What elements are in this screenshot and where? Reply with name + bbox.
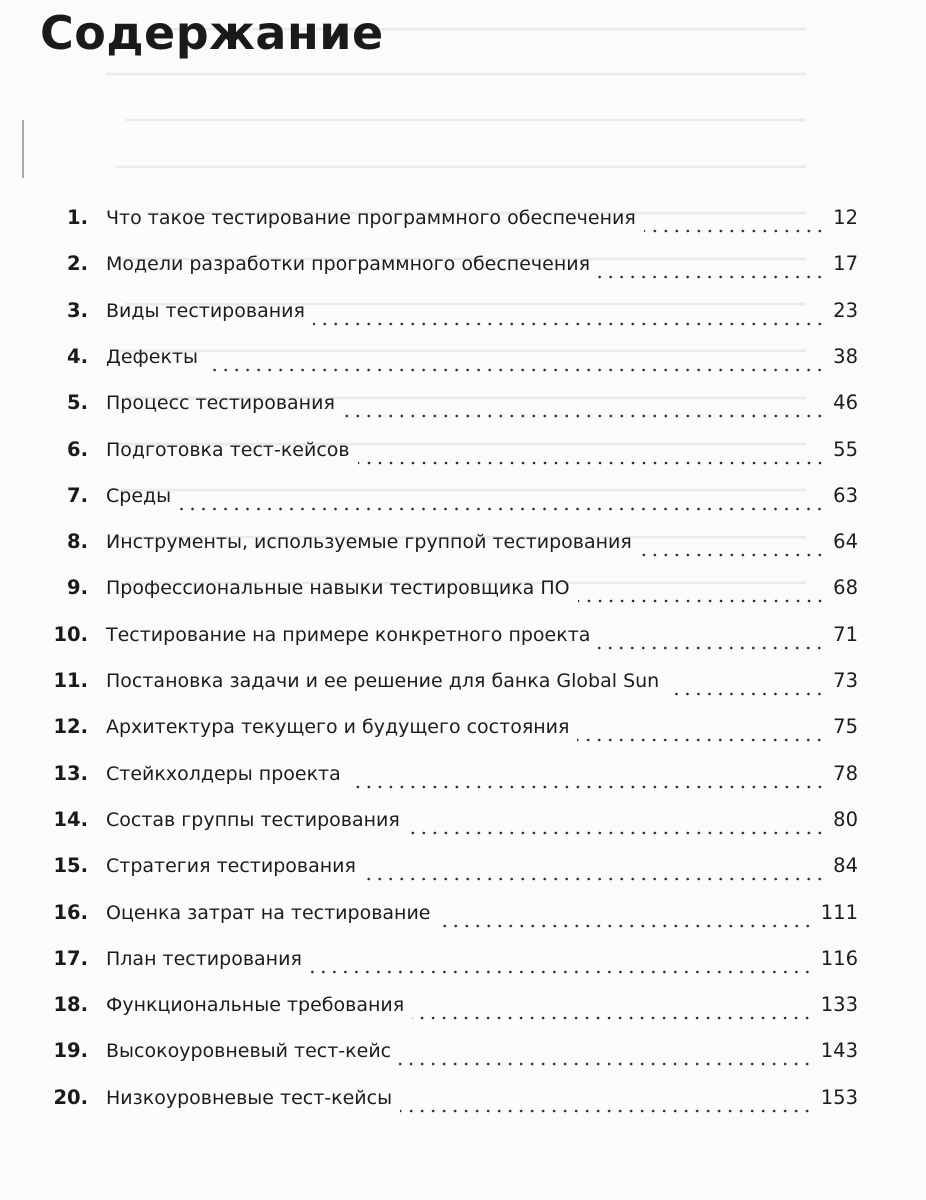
toc-entry-page: 63 bbox=[833, 483, 858, 507]
toc-entry-page: 153 bbox=[820, 1085, 858, 1109]
toc-entry-title: Состав группы тестирования bbox=[106, 808, 400, 831]
toc-entry[interactable] bbox=[36, 1039, 858, 1073]
toc-entry[interactable] bbox=[36, 669, 858, 703]
dot-leader bbox=[577, 737, 825, 743]
toc-entry-page: 64 bbox=[833, 530, 858, 554]
toc-entry-number: 3. bbox=[67, 298, 88, 322]
toc-entry-title: Профессиональные навыки тестировщика ПО bbox=[106, 577, 570, 600]
toc-entry[interactable] bbox=[36, 576, 858, 610]
dot-leader bbox=[400, 1108, 813, 1114]
toc-entry-page: 80 bbox=[833, 807, 858, 831]
toc-entry[interactable] bbox=[36, 993, 858, 1027]
dot-leader bbox=[578, 598, 826, 604]
toc-entry-page: 143 bbox=[820, 1039, 858, 1063]
dot-leader bbox=[310, 969, 813, 975]
toc-entry-title: Процесс тестирования bbox=[106, 392, 335, 415]
dot-leader bbox=[206, 367, 825, 373]
toc-entry-number: 2. bbox=[67, 252, 88, 276]
toc-entry-title: Инструменты, используемые группой тестирования bbox=[106, 531, 632, 554]
dot-leader bbox=[598, 274, 825, 280]
toc-entry-number: 14. bbox=[53, 807, 88, 831]
toc-entry-page: 73 bbox=[833, 669, 858, 692]
toc-entry-title: План тестирования bbox=[106, 947, 302, 970]
dot-leader bbox=[598, 645, 825, 651]
toc-entry-page: 116 bbox=[820, 946, 858, 970]
toc-entry[interactable] bbox=[36, 484, 858, 518]
dot-leader bbox=[358, 460, 826, 466]
toc-entry-page: 75 bbox=[833, 715, 858, 739]
toc-entry-page: 17 bbox=[833, 252, 858, 276]
toc-entry[interactable] bbox=[36, 299, 858, 333]
dot-leader bbox=[349, 784, 825, 790]
toc-entry-title: Высокоуровневый тест-кейс bbox=[106, 1040, 392, 1063]
toc-entry-title: Стратегия тестирования bbox=[106, 855, 356, 878]
toc-entry-page: 46 bbox=[833, 391, 858, 415]
toc-entry-number: 11. bbox=[53, 669, 88, 692]
dot-leader bbox=[412, 1015, 813, 1021]
toc-entry-number: 20. bbox=[53, 1085, 88, 1109]
toc-entry-number: 8. bbox=[67, 530, 88, 554]
margin-mark bbox=[22, 120, 24, 178]
dot-leader bbox=[179, 506, 825, 512]
dot-leader bbox=[640, 552, 825, 558]
toc-entry-title: Низкоуровневые тест-кейсы bbox=[106, 1086, 393, 1109]
dot-leader bbox=[343, 413, 825, 419]
toc-entry-page: 71 bbox=[833, 622, 858, 646]
toc-entry[interactable] bbox=[36, 947, 858, 981]
toc-entry-number: 5. bbox=[67, 391, 88, 415]
toc-entry-page: 38 bbox=[833, 344, 858, 368]
toc-entry-title: Модели разработки программного обеспечения bbox=[106, 253, 591, 276]
toc-entry-page: 68 bbox=[833, 576, 858, 600]
toc-entry-page: 55 bbox=[833, 437, 858, 461]
toc-entry[interactable] bbox=[36, 762, 858, 796]
toc-entry-title: Виды тестирования bbox=[106, 299, 305, 322]
page-title: Содержание bbox=[40, 6, 384, 60]
toc-entry-title: Оценка затрат на тестирование bbox=[106, 901, 431, 924]
dot-leader bbox=[667, 691, 825, 697]
toc-entry-page: 78 bbox=[833, 761, 858, 785]
toc-entry-title: Архитектура текущего и будущего состояния bbox=[106, 716, 570, 739]
toc-entry-number: 6. bbox=[67, 437, 88, 461]
toc-entry-number: 13. bbox=[53, 761, 88, 785]
dot-leader bbox=[399, 1061, 813, 1067]
toc-entry-number: 1. bbox=[67, 206, 88, 229]
toc-entry[interactable] bbox=[36, 715, 858, 749]
toc-entry-number: 17. bbox=[53, 946, 88, 970]
dot-leader bbox=[644, 228, 825, 234]
toc-entry-page: 23 bbox=[833, 298, 858, 322]
toc-entry[interactable] bbox=[36, 854, 858, 888]
toc-entry-title: Подготовка тест-кейсов bbox=[106, 438, 350, 461]
toc-entry-number: 10. bbox=[53, 622, 88, 646]
toc-entry-number: 16. bbox=[53, 900, 88, 924]
toc-entry-number: 12. bbox=[53, 715, 88, 739]
toc-entry[interactable] bbox=[36, 623, 858, 657]
toc-entry-number: 19. bbox=[53, 1039, 88, 1063]
toc-entry[interactable] bbox=[36, 1086, 858, 1120]
toc-entry-number: 18. bbox=[53, 993, 88, 1017]
toc-entry[interactable] bbox=[36, 345, 858, 379]
toc-entry-title: Стейкхолдеры проекта bbox=[106, 762, 341, 785]
toc-entry-number: 4. bbox=[67, 344, 88, 368]
toc-entry-page: 84 bbox=[833, 854, 858, 878]
toc-entry-title: Что такое тестирование программного обеспечения bbox=[106, 207, 636, 229]
toc-entry[interactable] bbox=[36, 206, 858, 240]
toc-entry-title: Дефекты bbox=[106, 345, 199, 368]
dot-leader bbox=[408, 830, 825, 836]
dot-leader bbox=[439, 923, 813, 929]
toc-entry-page: 12 bbox=[833, 206, 858, 229]
toc-entry-page: 111 bbox=[820, 900, 858, 924]
dot-leader bbox=[313, 321, 825, 327]
toc-entry[interactable] bbox=[36, 438, 858, 472]
toc-entry-number: 7. bbox=[67, 483, 88, 507]
toc-entry-title: Тестирование на примере конкретного проекта bbox=[106, 623, 591, 646]
toc-entry-title: Постановка задачи и ее решение для банка Global Sun bbox=[106, 670, 660, 692]
toc-entry[interactable] bbox=[36, 530, 858, 564]
toc-entry[interactable] bbox=[36, 252, 858, 286]
toc-entry-number: 9. bbox=[67, 576, 88, 600]
toc-entry-title: Функциональные требования bbox=[106, 994, 405, 1017]
toc-entry-number: 15. bbox=[53, 854, 88, 878]
toc-entry[interactable] bbox=[36, 808, 858, 842]
toc-entry-title: Среды bbox=[106, 484, 172, 507]
toc-entry[interactable] bbox=[36, 901, 858, 935]
toc-entry[interactable] bbox=[36, 391, 858, 425]
dot-leader bbox=[364, 876, 825, 882]
toc-entry-page: 133 bbox=[820, 993, 858, 1017]
